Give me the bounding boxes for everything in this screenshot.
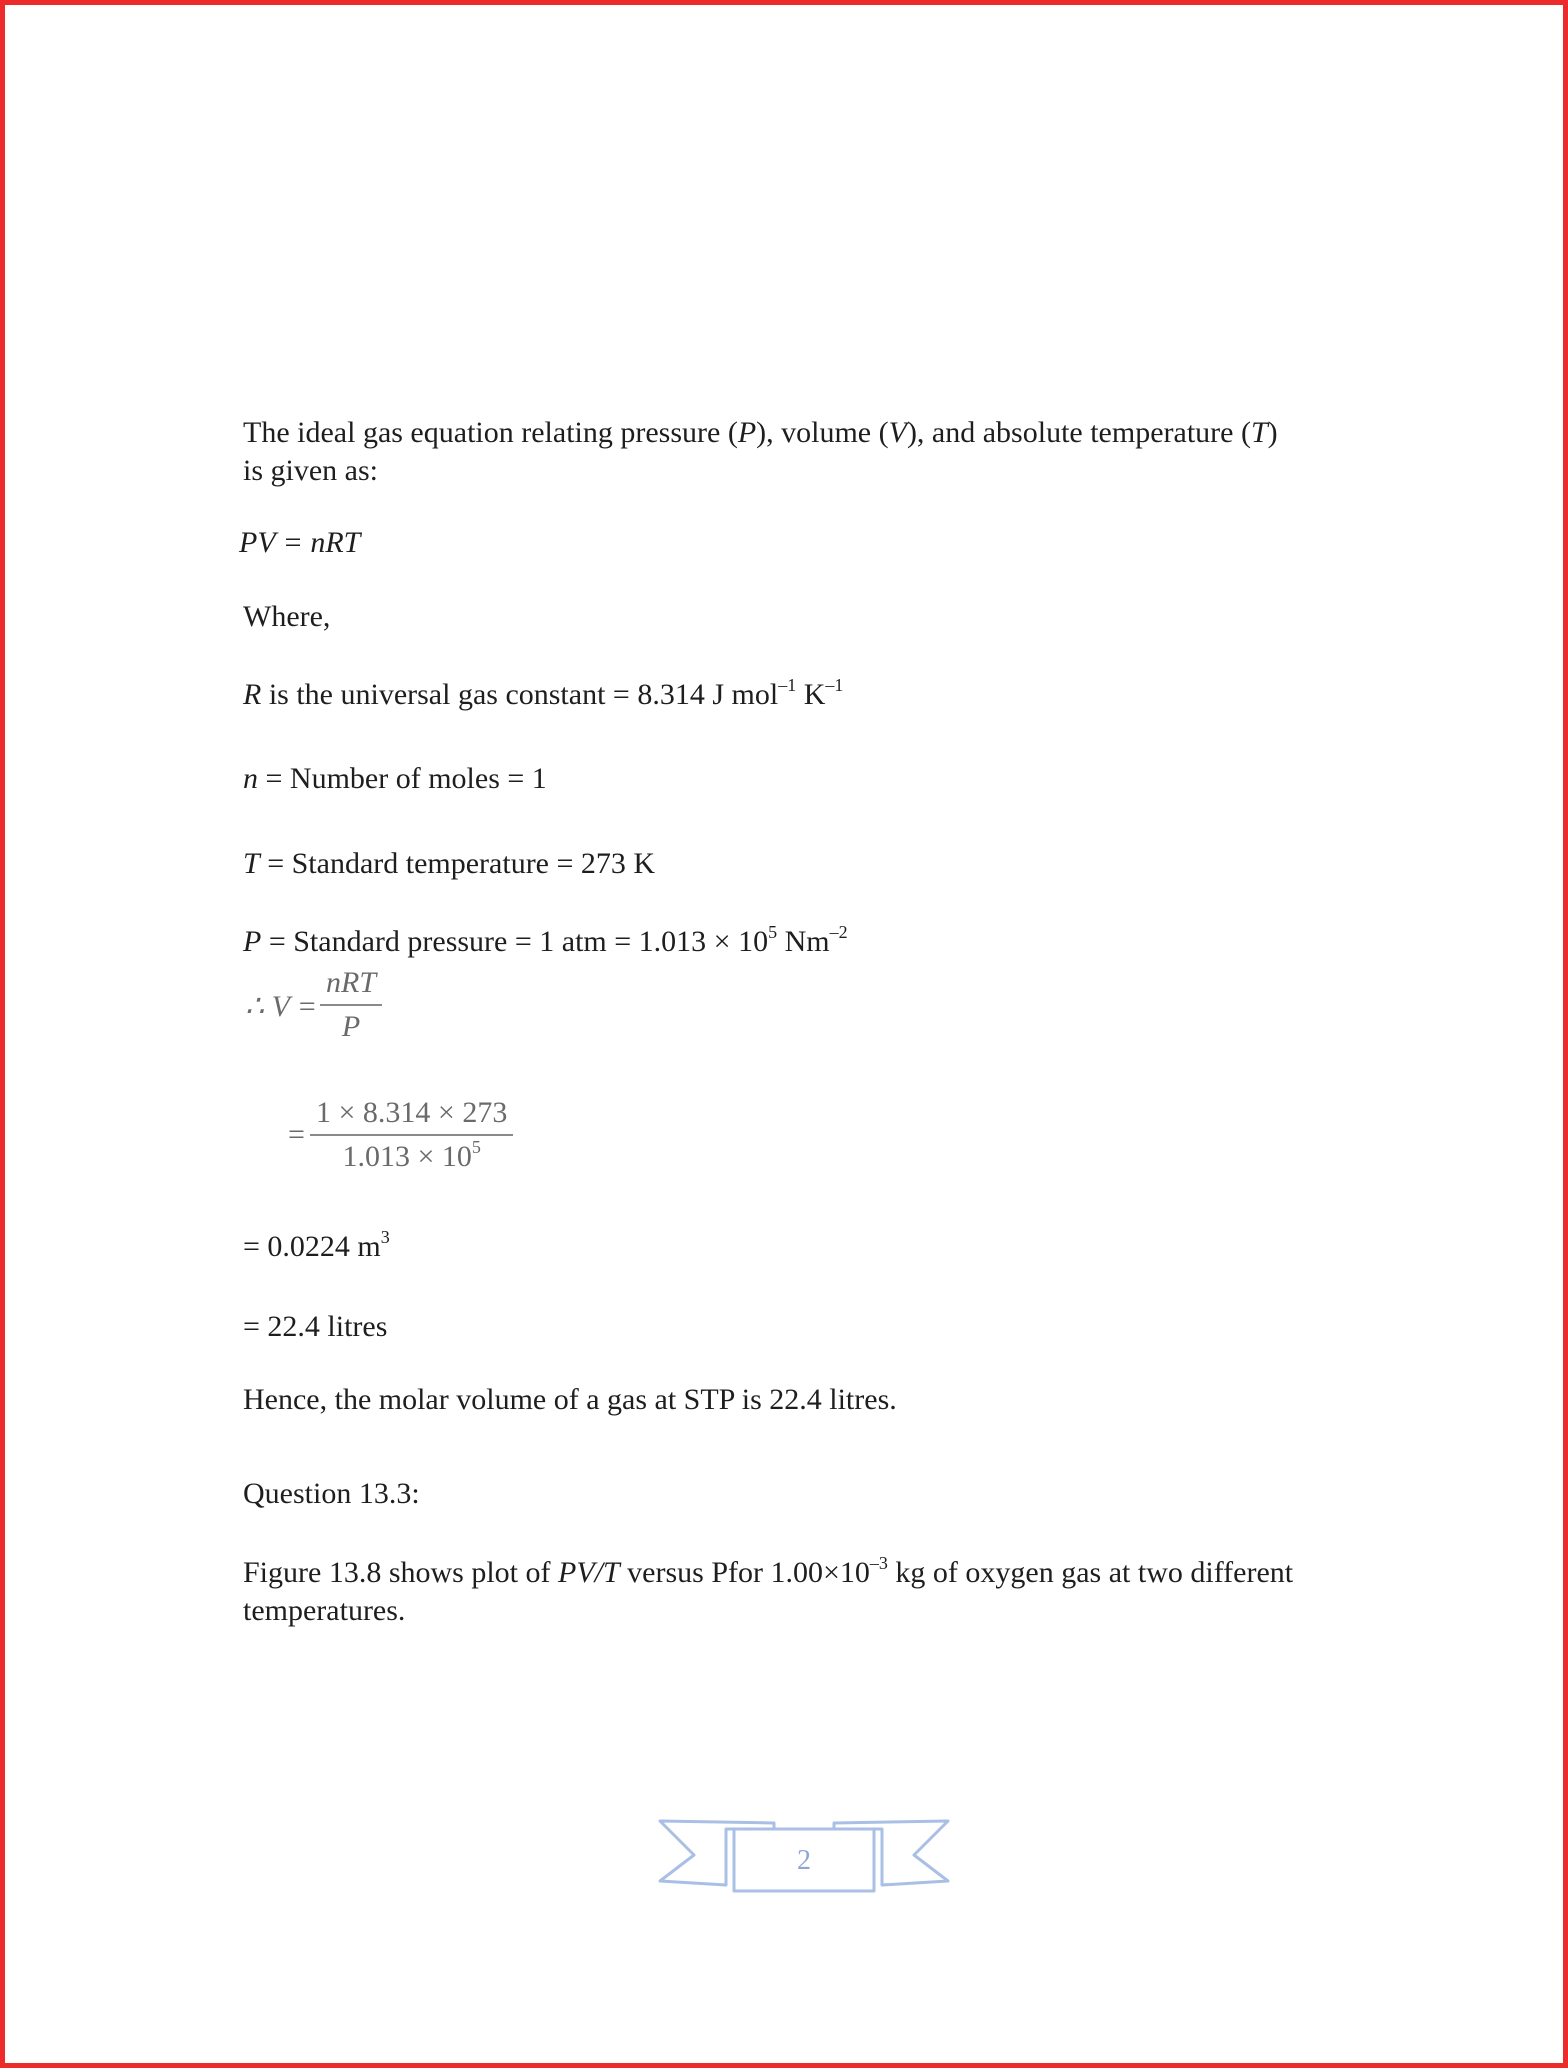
intro-line-2: is given as: <box>243 454 378 487</box>
page-number: 2 <box>797 1845 811 1876</box>
intro-line-1: The ideal gas equation relating pressure (P), volume (V), and absolute temperature (T) <box>243 416 1278 449</box>
formula-volume-fraction <box>320 966 382 1044</box>
result-cubic-metres: = 0.0224 $m^3$ <box>243 1227 390 1263</box>
formula-volume-lhs: ∴ V = <box>245 990 318 1023</box>
fraction-bar <box>310 1134 513 1136</box>
result-litres: = 22.4 litres <box>243 1310 388 1343</box>
definition-r: R is the universal gas constant = 8.314 J mol$^{-1}$ $K^{-1}$ <box>243 675 844 711</box>
question-title: Question 13.3: <box>243 1477 420 1510</box>
conclusion: Hence, the molar volume of a gas at STP is 22.4 litres. <box>243 1383 897 1416</box>
formula-substitution-fraction <box>310 1096 513 1174</box>
where-label: Where, <box>243 600 331 633</box>
formula-volume-numerator: nRT <box>326 966 377 999</box>
formula-substitution-numerator: 1 × 8.314 × 273 <box>316 1096 508 1129</box>
definition-p: P = Standard pressure = 1 atm = $1.013 \times 10^5$ $Nm^{-2}$ <box>243 922 848 958</box>
fraction-bar <box>320 1004 382 1006</box>
question-line-1: Figure 13.8 shows plot of PV/T versus Pfor $1.00\times 10^{-3}$ kg of oxygen gas at two different <box>243 1553 1294 1589</box>
formula-substitution-denominator: $1.013 \times 10^5$ <box>342 1137 481 1173</box>
page-number-badge <box>656 1815 952 1897</box>
formula-substitution-lhs: = <box>288 1118 305 1151</box>
formula-volume-denominator: P <box>341 1010 361 1043</box>
definition-t: T = Standard temperature = 273 K <box>243 847 656 880</box>
question-line-2: temperatures. <box>243 1594 406 1627</box>
ideal-gas-equation: PV = nRT <box>239 526 361 559</box>
definition-n: n = Number of moles = 1 <box>243 762 547 795</box>
